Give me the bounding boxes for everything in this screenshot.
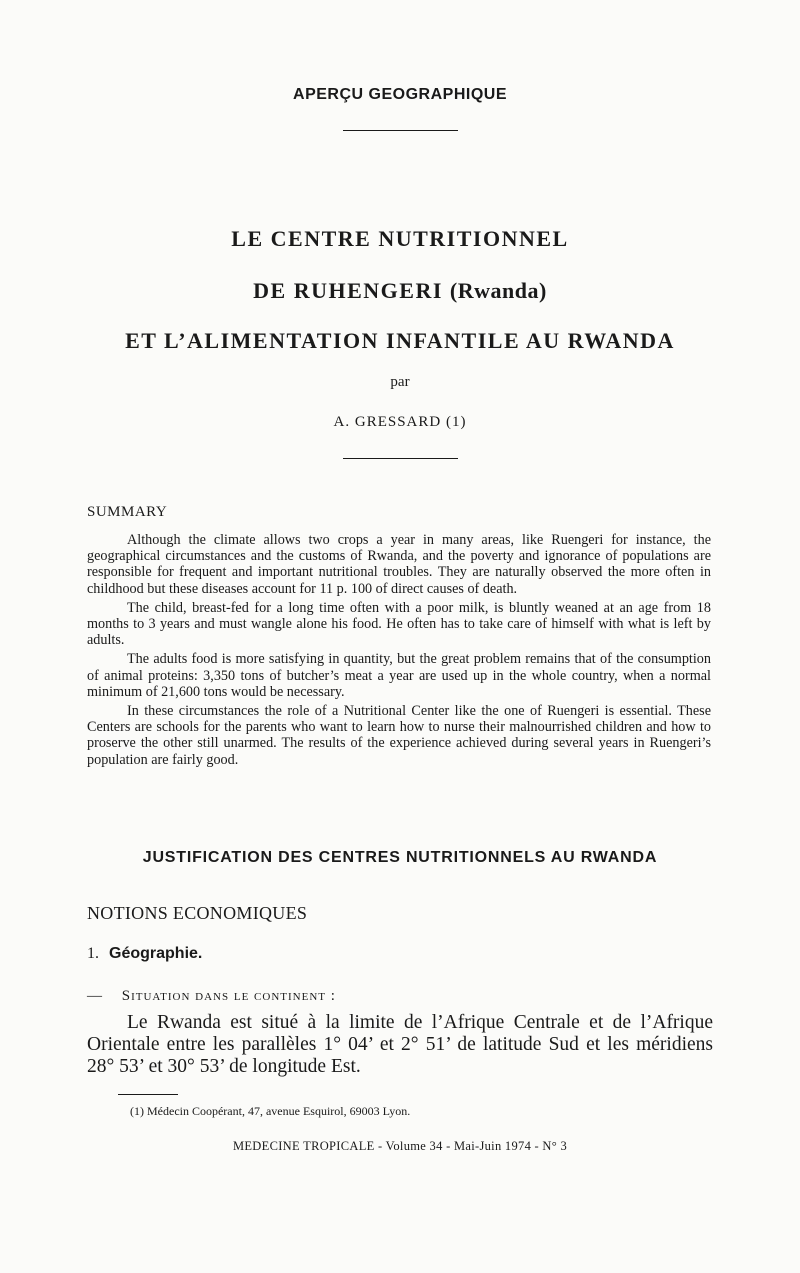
author-rule <box>343 458 458 459</box>
title-line-2-main: DE RUHENGERI <box>253 278 443 303</box>
title-line-2-paren: (Rwanda) <box>449 278 547 303</box>
summary-body <box>87 532 711 771</box>
geography-heading <box>87 945 202 963</box>
subsection-title: NOTIONS ECONOMIQUES <box>87 903 308 923</box>
author-name: A. GRESSARD (1) <box>333 414 467 430</box>
heading-number: 1. <box>87 945 99 962</box>
situation-heading <box>87 988 336 1005</box>
situation-dash: — <box>87 988 103 1004</box>
summary-paragraph-1: Although the climate allows two crops a year in many areas, like Ruengeri for instance, the geographical circumstances and the customs of Rwanda, and the poverty and ignorance of populations are responsible for frequent and important nutritional troubles. They are naturally observed the more often in childhood but these diseases account for 11 p. 100 of direct causes of death. <box>87 532 711 597</box>
summary-paragraph-3: The adults food is more satisfying in quantity, but the great problem remains that of the consumption of animal proteins: 3,350 tons of butcher’s meat a year are used up in the whole country, when a normal minimum of 21,600 tons would be necessary. <box>87 651 711 700</box>
section-header: APERÇU GEOGRAPHIQUE <box>293 86 507 103</box>
journal-footer: MEDECINE TROPICALE - Volume 34 - Mai-Juin 1974 - N° 3 <box>232 1139 568 1153</box>
title-line-3: ET L’ALIMENTATION INFANTILE AU RWANDA <box>125 328 675 353</box>
summary-heading: SUMMARY <box>87 504 168 520</box>
header-rule <box>343 130 458 131</box>
body-paragraph: Le Rwanda est situé à la limite de l’Afrique Centrale et de l’Afrique Orientale entre les parallèles 1° 04’ et 2° 51’ de latitude Sud et les méridiens 28° 53’ et 30° 53’ de longitude Est. <box>87 1012 713 1077</box>
title-line-1: LE CENTRE NUTRITIONNEL <box>231 226 569 251</box>
heading-label: Géographie. <box>109 945 203 962</box>
body-text <box>87 1012 713 1078</box>
byline-par: par <box>390 374 410 390</box>
footnote-rule <box>118 1094 178 1095</box>
section-title: JUSTIFICATION DES CENTRES NUTRITIONNELS AU RWANDA <box>142 849 658 866</box>
title-line-2 <box>0 278 800 304</box>
situation-label: Situation dans le continent : <box>121 988 336 1004</box>
summary-paragraph-4: In these circumstances the role of a Nutritional Center like the one of Ruengeri is essential. These Centers are schools for the parents who want to learn how to nurse their malnourrished children and how to proserve the other still unarmed. The results of the experience achieved during several years in Ruengeri’s population are fairly good. <box>87 703 711 768</box>
summary-paragraph-2: The child, breast-fed for a long time often with a poor milk, is bluntly weaned at an age from 18 months to 3 years and must wangle alone his food. He often has to take care of himself with what is left by adults. <box>87 599 711 649</box>
footnote: (1) Médecin Coopérant, 47, avenue Esquirol, 69003 Lyon. <box>130 1104 411 1118</box>
